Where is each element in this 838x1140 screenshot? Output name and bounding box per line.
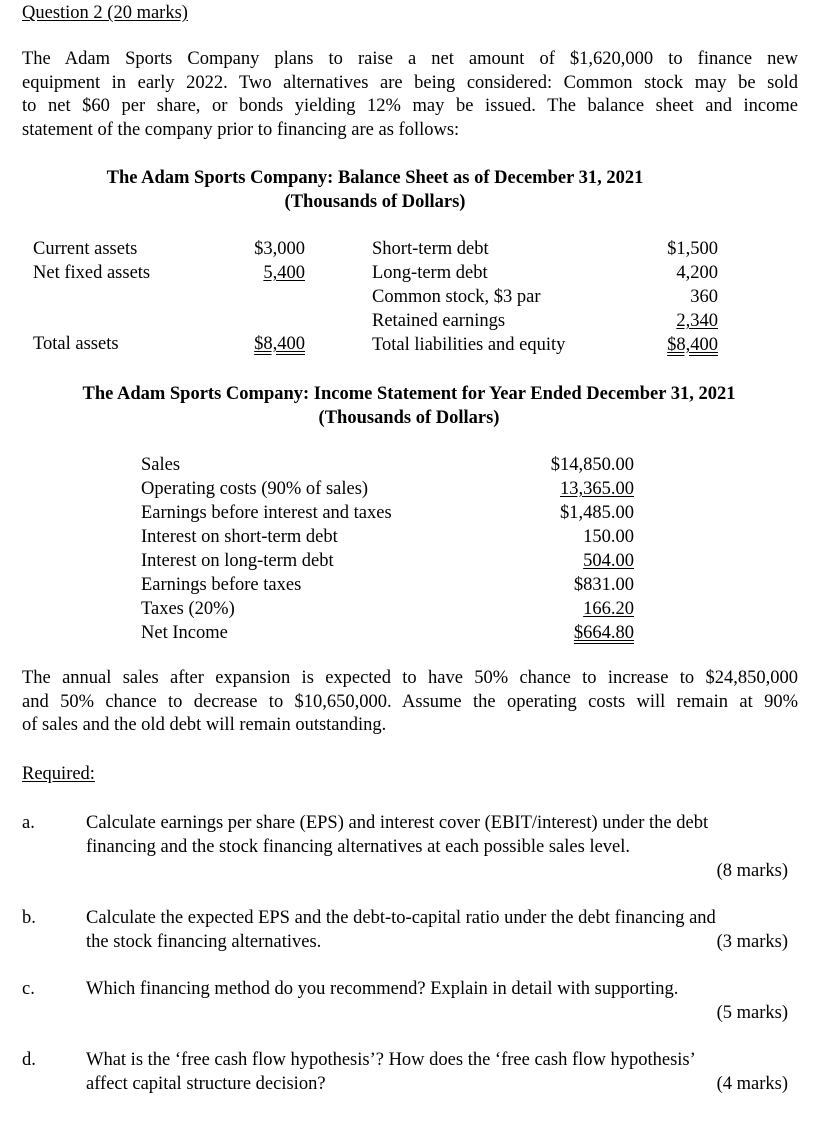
question-text-line: the stock financing alternatives.: [86, 932, 322, 952]
bs-liability-label: Common stock, $3 par: [372, 287, 541, 307]
bs-total-assets-value: $8,400: [254, 334, 305, 354]
intro-line: statement of the company prior to financing are as follows:: [22, 119, 460, 140]
is-row-label: Taxes (20%): [141, 599, 235, 619]
is-row-value: 166.20: [583, 599, 634, 619]
bs-asset-label: Current assets: [33, 239, 138, 259]
question-letter: c.: [22, 979, 35, 999]
expansion-line: The annual sales after expansion is expected to have 50% chance to increase to $24,850,000: [22, 668, 798, 688]
is-row-label: Sales: [141, 455, 181, 475]
question-marks: (8 marks): [716, 861, 788, 881]
question-text-line: financing and the stock financing alternatives at each possible sales level.: [86, 837, 631, 857]
is-row-value: $1,485.00: [560, 503, 634, 523]
question-marks: (3 marks): [716, 932, 788, 952]
question-letter: d.: [22, 1050, 36, 1070]
bs-total-liabilities-value: $8,400: [667, 335, 718, 355]
is-row-label: Earnings before taxes: [141, 575, 302, 595]
question-text-line: Calculate earnings per share (EPS) and interest cover (EBIT/interest) under the debt: [86, 813, 709, 833]
income-statement-title: The Adam Sports Company: Income Statement for Year Ended December 31, 2021: [82, 384, 736, 404]
intro-line: The Adam Sports Company plans to raise a net amount of $1,620,000 to finance new: [22, 49, 798, 69]
is-row-value: 13,365.00: [560, 479, 634, 499]
question-text-line: affect capital structure decision?: [86, 1074, 326, 1094]
income-statement-subtitle: (Thousands of Dollars): [318, 408, 500, 428]
question-text-line: What is the ‘free cash flow hypothesis’? How does the ‘free cash flow hypothesis’: [86, 1050, 696, 1070]
is-row-label: Interest on short-term debt: [141, 527, 338, 547]
bs-asset-value: 5,400: [263, 263, 305, 283]
bs-asset-value: $3,000: [254, 239, 305, 259]
balance-sheet-subtitle: (Thousands of Dollars): [284, 192, 466, 212]
question-marks: (4 marks): [716, 1074, 788, 1094]
is-row-label: Operating costs (90% of sales): [141, 479, 369, 499]
bs-liability-value: 2,340: [676, 311, 718, 331]
is-row-value: $831.00: [573, 575, 634, 595]
question-text-line: Calculate the expected EPS and the debt-to-capital ratio under the debt financing and: [86, 908, 716, 928]
question-letter: b.: [22, 908, 36, 928]
intro-line: to net $60 per share, or bonds yielding 12% may be issued. The balance sheet and income: [22, 96, 798, 116]
question-marks: (5 marks): [716, 1003, 788, 1023]
bs-asset-label: Net fixed assets: [33, 263, 151, 283]
bs-liability-label: Retained earnings: [372, 311, 506, 331]
expansion-line: of sales and the old debt will remain outstanding.: [22, 715, 387, 735]
question-text-line: Which financing method do you recommend? Explain in detail with supporting.: [86, 979, 679, 999]
is-row-value: $14,850.00: [550, 455, 634, 475]
is-row-value: 504.00: [583, 551, 634, 571]
bs-total-liabilities-label: Total liabilities and equity: [372, 335, 566, 355]
intro-paragraph: [22, 48, 798, 142]
bs-liability-value: 4,200: [676, 263, 718, 283]
is-row-value: $664.80: [573, 623, 634, 643]
expansion-paragraph: [22, 667, 798, 738]
bs-liability-value: $1,500: [667, 239, 718, 259]
bs-liability-label: Short-term debt: [372, 239, 489, 259]
bs-liability-value: 360: [690, 287, 718, 307]
bs-liability-label: Long-term debt: [372, 263, 488, 283]
balance-sheet-title: The Adam Sports Company: Balance Sheet as of December 31, 2021: [106, 168, 644, 188]
bs-total-assets-label: Total assets: [33, 334, 119, 354]
required-label: Required:: [22, 764, 95, 784]
is-row-value: 150.00: [583, 527, 634, 547]
question-letter: a.: [22, 813, 35, 833]
is-row-label: Earnings before interest and taxes: [141, 503, 392, 523]
intro-line: equipment in early 2022. Two alternatives are being considered: Common stock may be sold: [22, 72, 798, 93]
expansion-line: and 50% chance to decrease to $10,650,000. Assume the operating costs will remain at 90%: [22, 691, 798, 712]
question-heading: Question 2 (20 marks): [22, 3, 188, 23]
is-row-label: Interest on long-term debt: [141, 551, 334, 571]
is-row-label: Net Income: [141, 623, 228, 643]
